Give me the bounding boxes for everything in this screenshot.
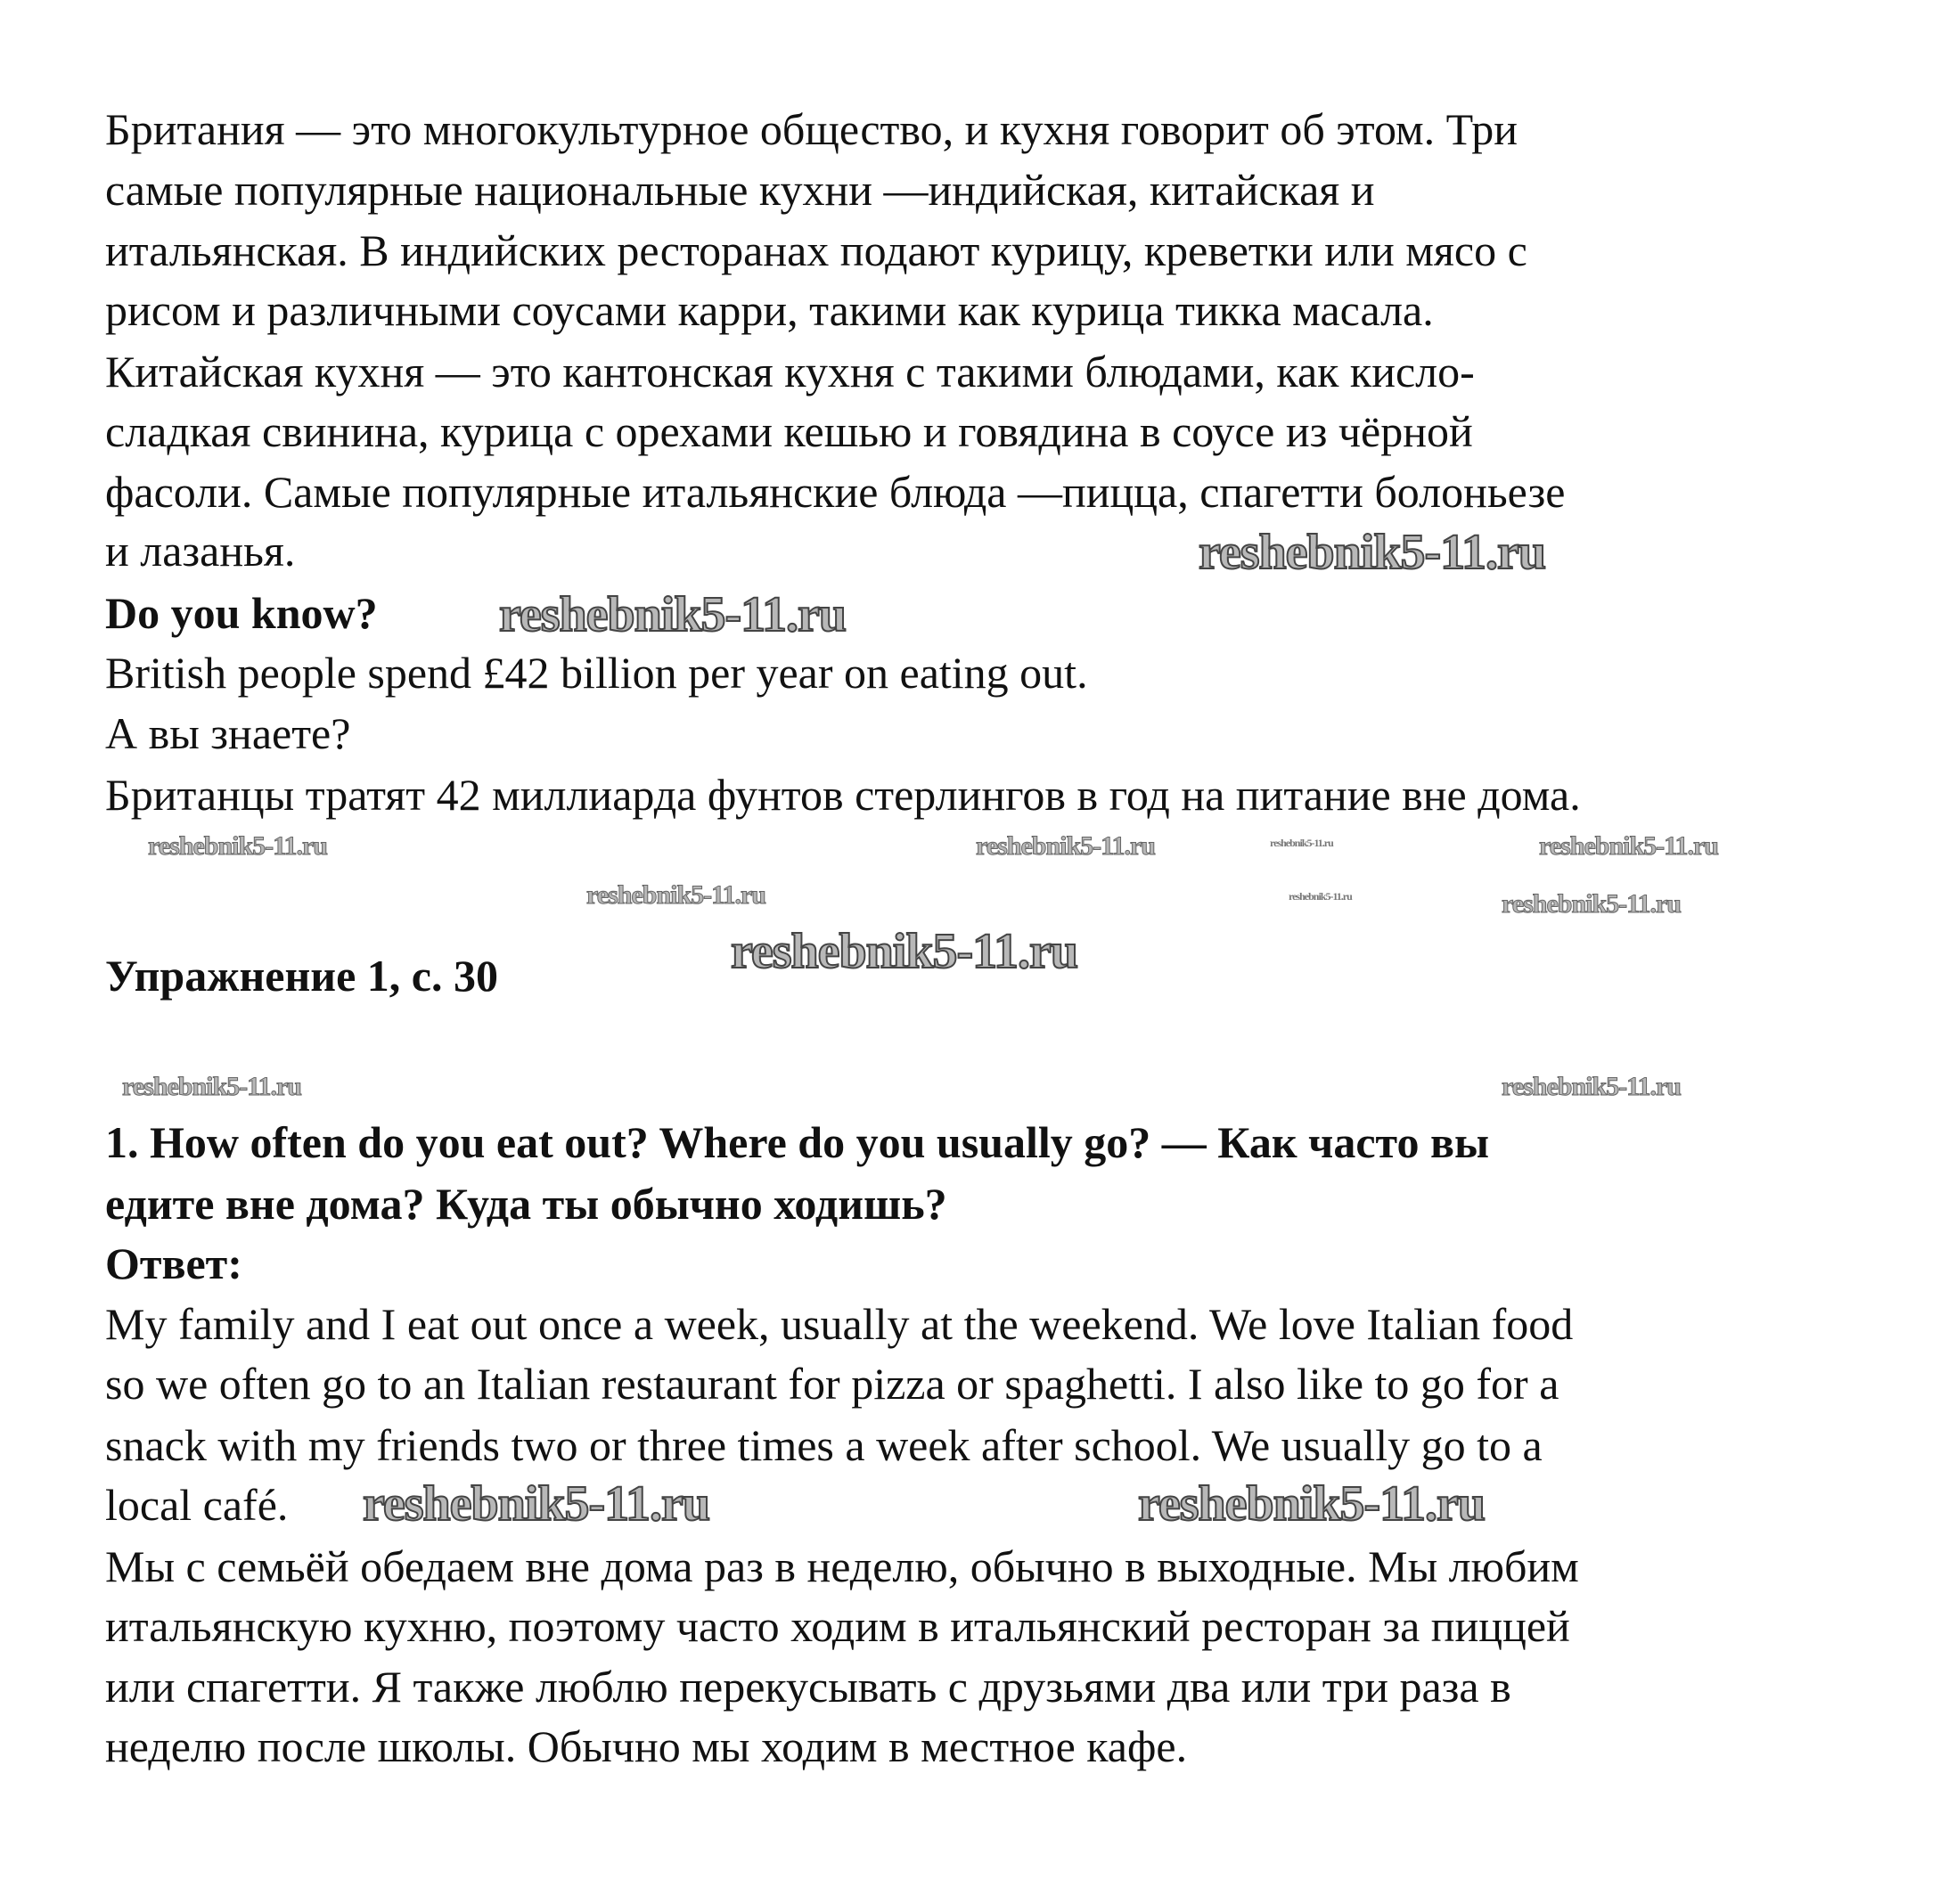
text-line: Британия — это многокультурное общество, и кухня говорит об этом. Три bbox=[105, 104, 1518, 154]
watermark: reshebnik5-11.ru bbox=[586, 880, 765, 910]
answer-line: snack with my friends two or three times a week after school. We usually go to a bbox=[105, 1420, 1543, 1470]
exercise-heading: Упражнение 1, с. 30 bbox=[105, 951, 498, 1001]
watermark: reshebnik5-11.ru bbox=[1502, 1072, 1681, 1101]
text-line: сладкая свинина, курица с орехами кешью и говядина в соусе из чёрной bbox=[105, 406, 1473, 456]
watermark: reshebnik5-11.ru bbox=[1289, 890, 1352, 903]
text-line: и лазанья. bbox=[105, 526, 296, 576]
question-line: 1. How often do you eat out? Where do you usually go? — Как часто вы bbox=[105, 1117, 1490, 1167]
answer-line: Мы с семьёй обедаем вне дома раз в неделю, обычно в выходные. Мы любим bbox=[105, 1541, 1579, 1591]
text-line: фасоли. Самые популярные итальянские блюда —пицца, спагетти болоньезе bbox=[105, 467, 1566, 517]
answer-line: итальянскую кухню, поэтому часто ходим в итальянский ресторан за пиццей bbox=[105, 1601, 1570, 1651]
answer-line: so we often go to an Italian restaurant for pizza or spaghetti. I also like to go for a bbox=[105, 1359, 1559, 1409]
text-line: Китайская кухня — это кантонская кухня с такими блюдами, как кисло- bbox=[105, 347, 1475, 396]
watermark: reshebnik5-11.ru bbox=[122, 1072, 301, 1101]
watermark: reshebnik5-11.ru bbox=[731, 924, 1078, 979]
text-line: рисом и различными соусами карри, такими как курица тикка масала. bbox=[105, 285, 1434, 335]
fact-en: British people spend £42 billion per year on eating out. bbox=[105, 648, 1088, 698]
watermark: reshebnik5-11.ru bbox=[1539, 831, 1718, 861]
question-line: едите вне дома? Куда ты обычно ходишь? bbox=[105, 1179, 947, 1229]
watermark: reshebnik5-11.ru bbox=[1502, 889, 1681, 919]
text-line: самые популярные национальные кухни —индийская, китайская и bbox=[105, 165, 1375, 215]
fact-ru: Британцы тратят 42 миллиарда фунтов стерлингов в год на питание вне дома. bbox=[105, 770, 1581, 820]
answer-label: Ответ: bbox=[105, 1238, 242, 1288]
watermark: reshebnik5-11.ru bbox=[363, 1476, 710, 1532]
text-line: итальянская. В индийских ресторанах подают курицу, креветки или мясо с bbox=[105, 225, 1527, 275]
watermark: reshebnik5-11.ru bbox=[499, 587, 847, 642]
section-heading-ru: А вы знаете? bbox=[105, 708, 351, 758]
watermark: reshebnik5-11.ru bbox=[1199, 525, 1546, 580]
answer-line: неделю после школы. Обычно мы ходим в местное кафе. bbox=[105, 1721, 1188, 1771]
answer-line: или спагетти. Я также люблю перекусывать с друзьями два или три раза в bbox=[105, 1662, 1511, 1712]
watermark: reshebnik5-11.ru bbox=[1270, 837, 1333, 849]
section-heading: Do you know? bbox=[105, 588, 378, 638]
watermark: reshebnik5-11.ru bbox=[148, 831, 327, 861]
watermark: reshebnik5-11.ru bbox=[976, 831, 1155, 861]
watermark: reshebnik5-11.ru bbox=[1138, 1476, 1486, 1532]
answer-line: local café. bbox=[105, 1480, 289, 1530]
answer-line: My family and I eat out once a week, usually at the weekend. We love Italian food bbox=[105, 1299, 1574, 1349]
